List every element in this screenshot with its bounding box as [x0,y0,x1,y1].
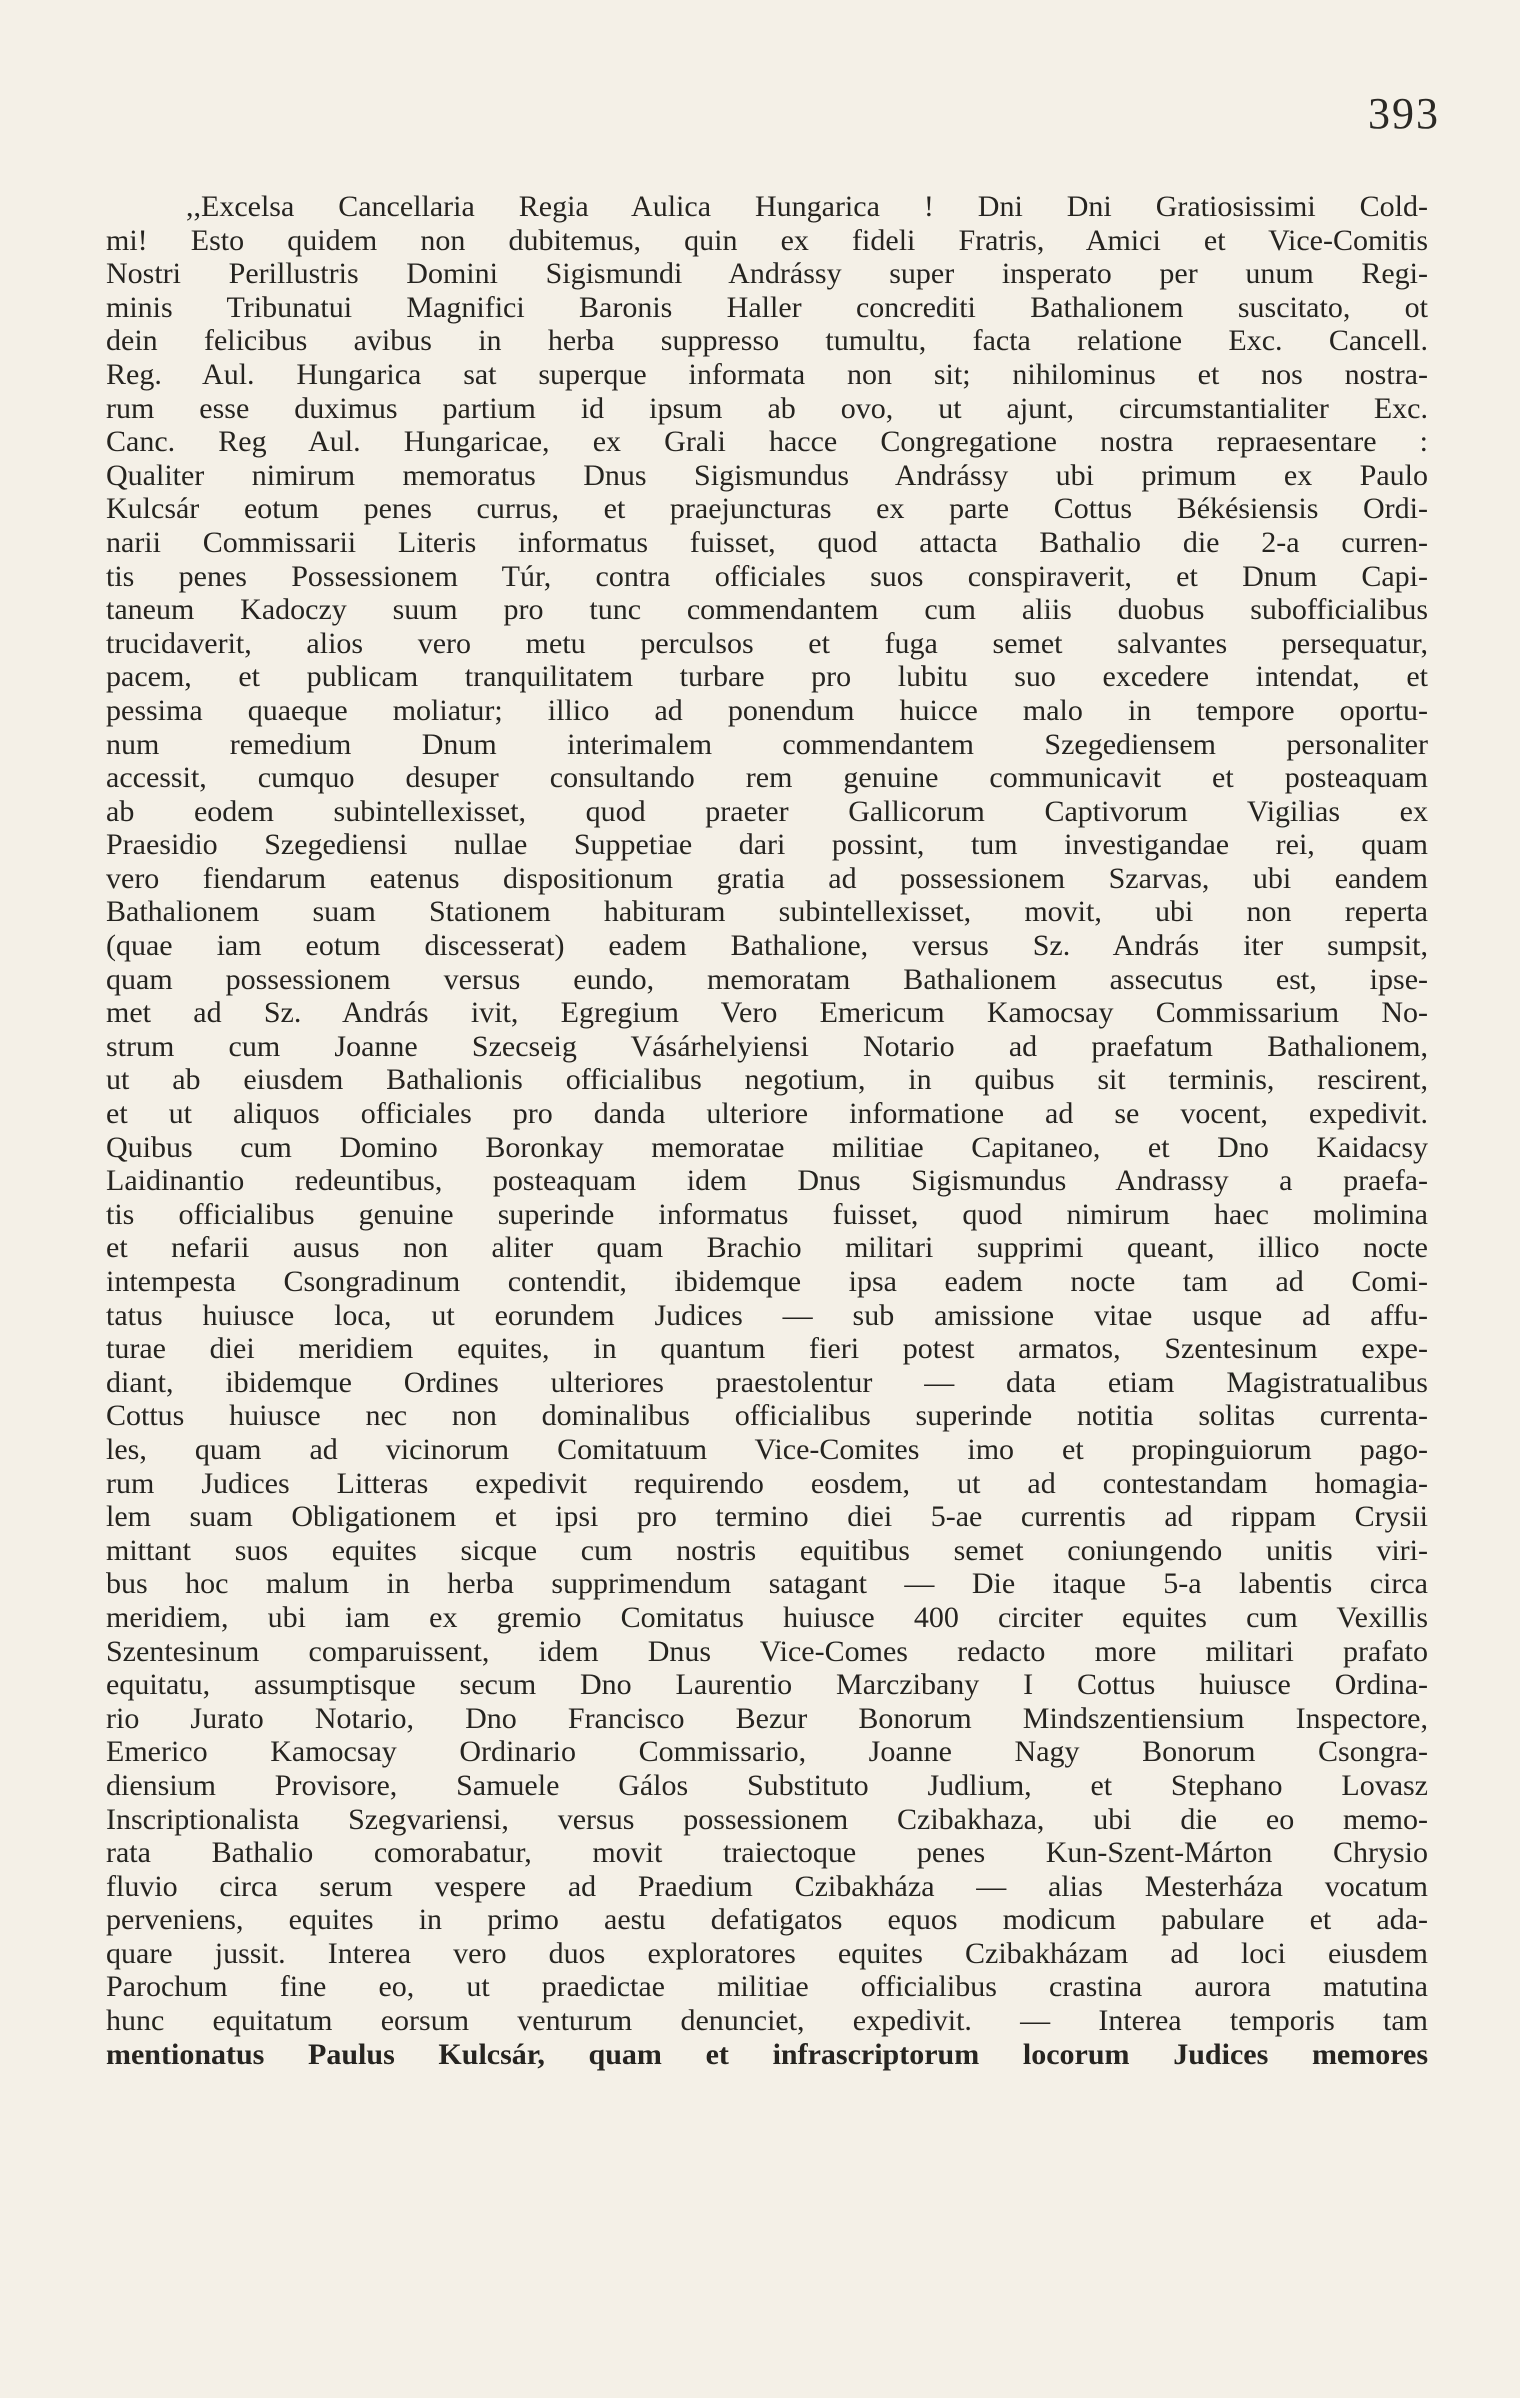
text-line: num remedium Dnum interimalem commendantem Szegediensem personaliter [106,727,1428,761]
text-line: mentionatus Paulus Kulcsár, quam et infrascriptorum locorum Judices memores [106,2037,1428,2071]
text-line: perveniens, equites in primo aestu defatigatos equos modicum pabulare et ada- [106,1903,1428,1937]
text-line: Cottus huiusce nec non dominalibus officialibus superinde notitia solitas currenta- [106,1399,1428,1433]
text-line: met ad Sz. András ivit, Egregium Vero Emericum Kamocsay Commissarium No- [106,996,1428,1030]
text-line: mittant suos equites sicque cum nostris equitibus semet coniungendo unitis viri- [106,1533,1428,1567]
page-number: 393 [1368,89,1440,138]
text-line: vero fiendarum eatenus dispositionum gratia ad possessionem Szarvas, ubi eandem [106,861,1428,895]
text-line: rio Jurato Notario, Dno Francisco Bezur Bonorum Mindszentiensium Inspectore, [106,1701,1428,1735]
text-line: (quae iam eotum discesserat) eadem Bathalione, versus Sz. András iter sumpsit, [106,929,1428,963]
text-line: diant, ibidemque Ordines ulteriores praestolentur — data etiam Magistratualibus [106,1365,1428,1399]
text-line: quare jussit. Interea vero duos exploratores equites Czibakházam ad loci eiusdem [106,1936,1428,1970]
text-line: ab eodem subintellexisset, quod praeter Gallicorum Captivorum Vigilias ex [106,794,1428,828]
text-line: Emerico Kamocsay Ordinario Commissario, Joanne Nagy Bonorum Csongra- [106,1735,1428,1769]
text-line: et ut aliquos officiales pro danda ulteriore informatione ad se vocent, expedivit. [106,1097,1428,1131]
text-line: Laidinantio redeuntibus, posteaquam idem Dnus Sigismundus Andrassy a praefa- [106,1164,1428,1198]
text-line: rata Bathalio comorabatur, movit traiectoque penes Kun-Szent-Márton Chrysio [106,1836,1428,1870]
text-line: mi! Esto quidem non dubitemus, quin ex fideli Fratris, Amici et Vice-Comitis [106,223,1428,257]
text-line: Inscriptionalista Szegvariensi, versus possessionem Czibakhaza, ubi die eo memo- [106,1802,1428,1836]
text-line: quam possessionem versus eundo, memoratam Bathalionem assecutus est, ipse- [106,962,1428,996]
text-line: Reg. Aul. Hungarica sat superque informata non sit; nihilominus et nos nostra- [106,357,1428,391]
text-line: strum cum Joanne Szecseig Vásárhelyiensi Notario ad praefatum Bathalionem, [106,1029,1428,1063]
text-line: Quibus cum Domino Boronkay memoratae militiae Capitaneo, et Dno Kaidacsy [106,1130,1428,1164]
text-line: pacem, et publicam tranquilitatem turbare pro lubitu suo excedere intendat, et [106,660,1428,694]
text-line: rum Judices Litteras expedivit requirendo eosdem, ut ad contestandam homagia- [106,1466,1428,1500]
text-line: pessima quaeque moliatur; illico ad ponendum huicce malo in tempore oportu- [106,693,1428,727]
text-line: fluvio circa serum vespere ad Praedium Czibakháza — alias Mesterháza vocatum [106,1869,1428,1903]
text-line: Bathalionem suam Stationem habituram subintellexisset, movit, ubi non reperta [106,895,1428,929]
text-line: meridiem, ubi iam ex gremio Comitatus huiusce 400 circiter equites cum Vexillis [106,1600,1428,1634]
text-line: Parochum fine eo, ut praedictae militiae officialibus crastina aurora matutina [106,1970,1428,2004]
text-line: les, quam ad vicinorum Comitatuum Vice-Comites imo et propinguiorum pago- [106,1432,1428,1466]
text-line: narii Commissarii Literis informatus fuisset, quod attacta Bathalio die 2-a curren- [106,525,1428,559]
text-line: et nefarii ausus non aliter quam Brachio militari supprimi queant, illico nocte [106,1231,1428,1265]
text-line: Canc. Reg Aul. Hungaricae, ex Grali hacce Congregatione nostra repraesentare : [106,425,1428,459]
text-line: dein felicibus avibus in herba suppresso tumultu, facta relatione Exc. Cancell. [106,324,1428,358]
text-line: Nostri Perillustris Domini Sigismundi Andrássy super insperato per unum Regi- [106,257,1428,291]
text-line: minis Tribunatui Magnifici Baronis Haller concrediti Bathalionem suscitato, ot [106,290,1428,324]
text-line: tis officialibus genuine superinde informatus fuisset, quod nimirum haec molimina [106,1197,1428,1231]
text-line: lem suam Obligationem et ipsi pro termino diei 5-ae currentis ad rippam Crysii [106,1500,1428,1534]
text-line: Kulcsár eotum penes currus, et praejuncturas ex parte Cottus Békésiensis Ordi- [106,492,1428,526]
text-line: tatus huiusce loca, ut eorundem Judices — sub amissione vitae usque ad affu- [106,1298,1428,1332]
text-line: ut ab eiusdem Bathalionis officialibus negotium, in quibus sit terminis, rescirent, [106,1063,1428,1097]
text-line: Qualiter nimirum memoratus Dnus Sigismundus Andrássy ubi primum ex Paulo [106,458,1428,492]
text-line: Praesidio Szegediensi nullae Suppetiae dari possint, tum investigandae rei, quam [106,828,1428,862]
text-line: diensium Provisore, Samuele Gálos Substituto Judlium, et Stephano Lovasz [106,1768,1428,1802]
text-line: hunc equitatum eorsum venturum denunciet, expedivit. — Interea temporis tam [106,2004,1428,2038]
text-line: accessit, cumquo desuper consultando rem genuine communicavit et posteaquam [106,761,1428,795]
text-line: trucidaverit, alios vero metu perculsos et fuga semet salvantes persequatur, [106,626,1428,660]
text-line: rum esse duximus partium id ipsum ab ovo, ut ajunt, circumstantialiter Exc. [106,391,1428,425]
text-line: bus hoc malum in herba supprimendum satagant — Die itaque 5-a labentis circa [106,1567,1428,1601]
text-line: Szentesinum comparuissent, idem Dnus Vice-Comes redacto more militari prafato [106,1634,1428,1668]
text-line: tis penes Possessionem Túr, contra officiales suos conspiraverit, et Dnum Capi- [106,559,1428,593]
text-line: equitatu, assumptisque secum Dno Laurentio Marczibany I Cottus huiusce Ordina- [106,1668,1428,1702]
text-line: taneum Kadoczy suum pro tunc commendantem cum aliis duobus subofficialibus [106,593,1428,627]
text-line: ,,Excelsa Cancellaria Regia Aulica Hungarica ! Dni Dni Gratiosissimi Cold- [186,190,1428,223]
body-text [106,190,1428,2071]
text-line: turae diei meridiem equites, in quantum fieri potest armatos, Szentesinum expe- [106,1332,1428,1366]
text-line: intempesta Csongradinum contendit, ibidemque ipsa eadem nocte tam ad Comi- [106,1265,1428,1298]
